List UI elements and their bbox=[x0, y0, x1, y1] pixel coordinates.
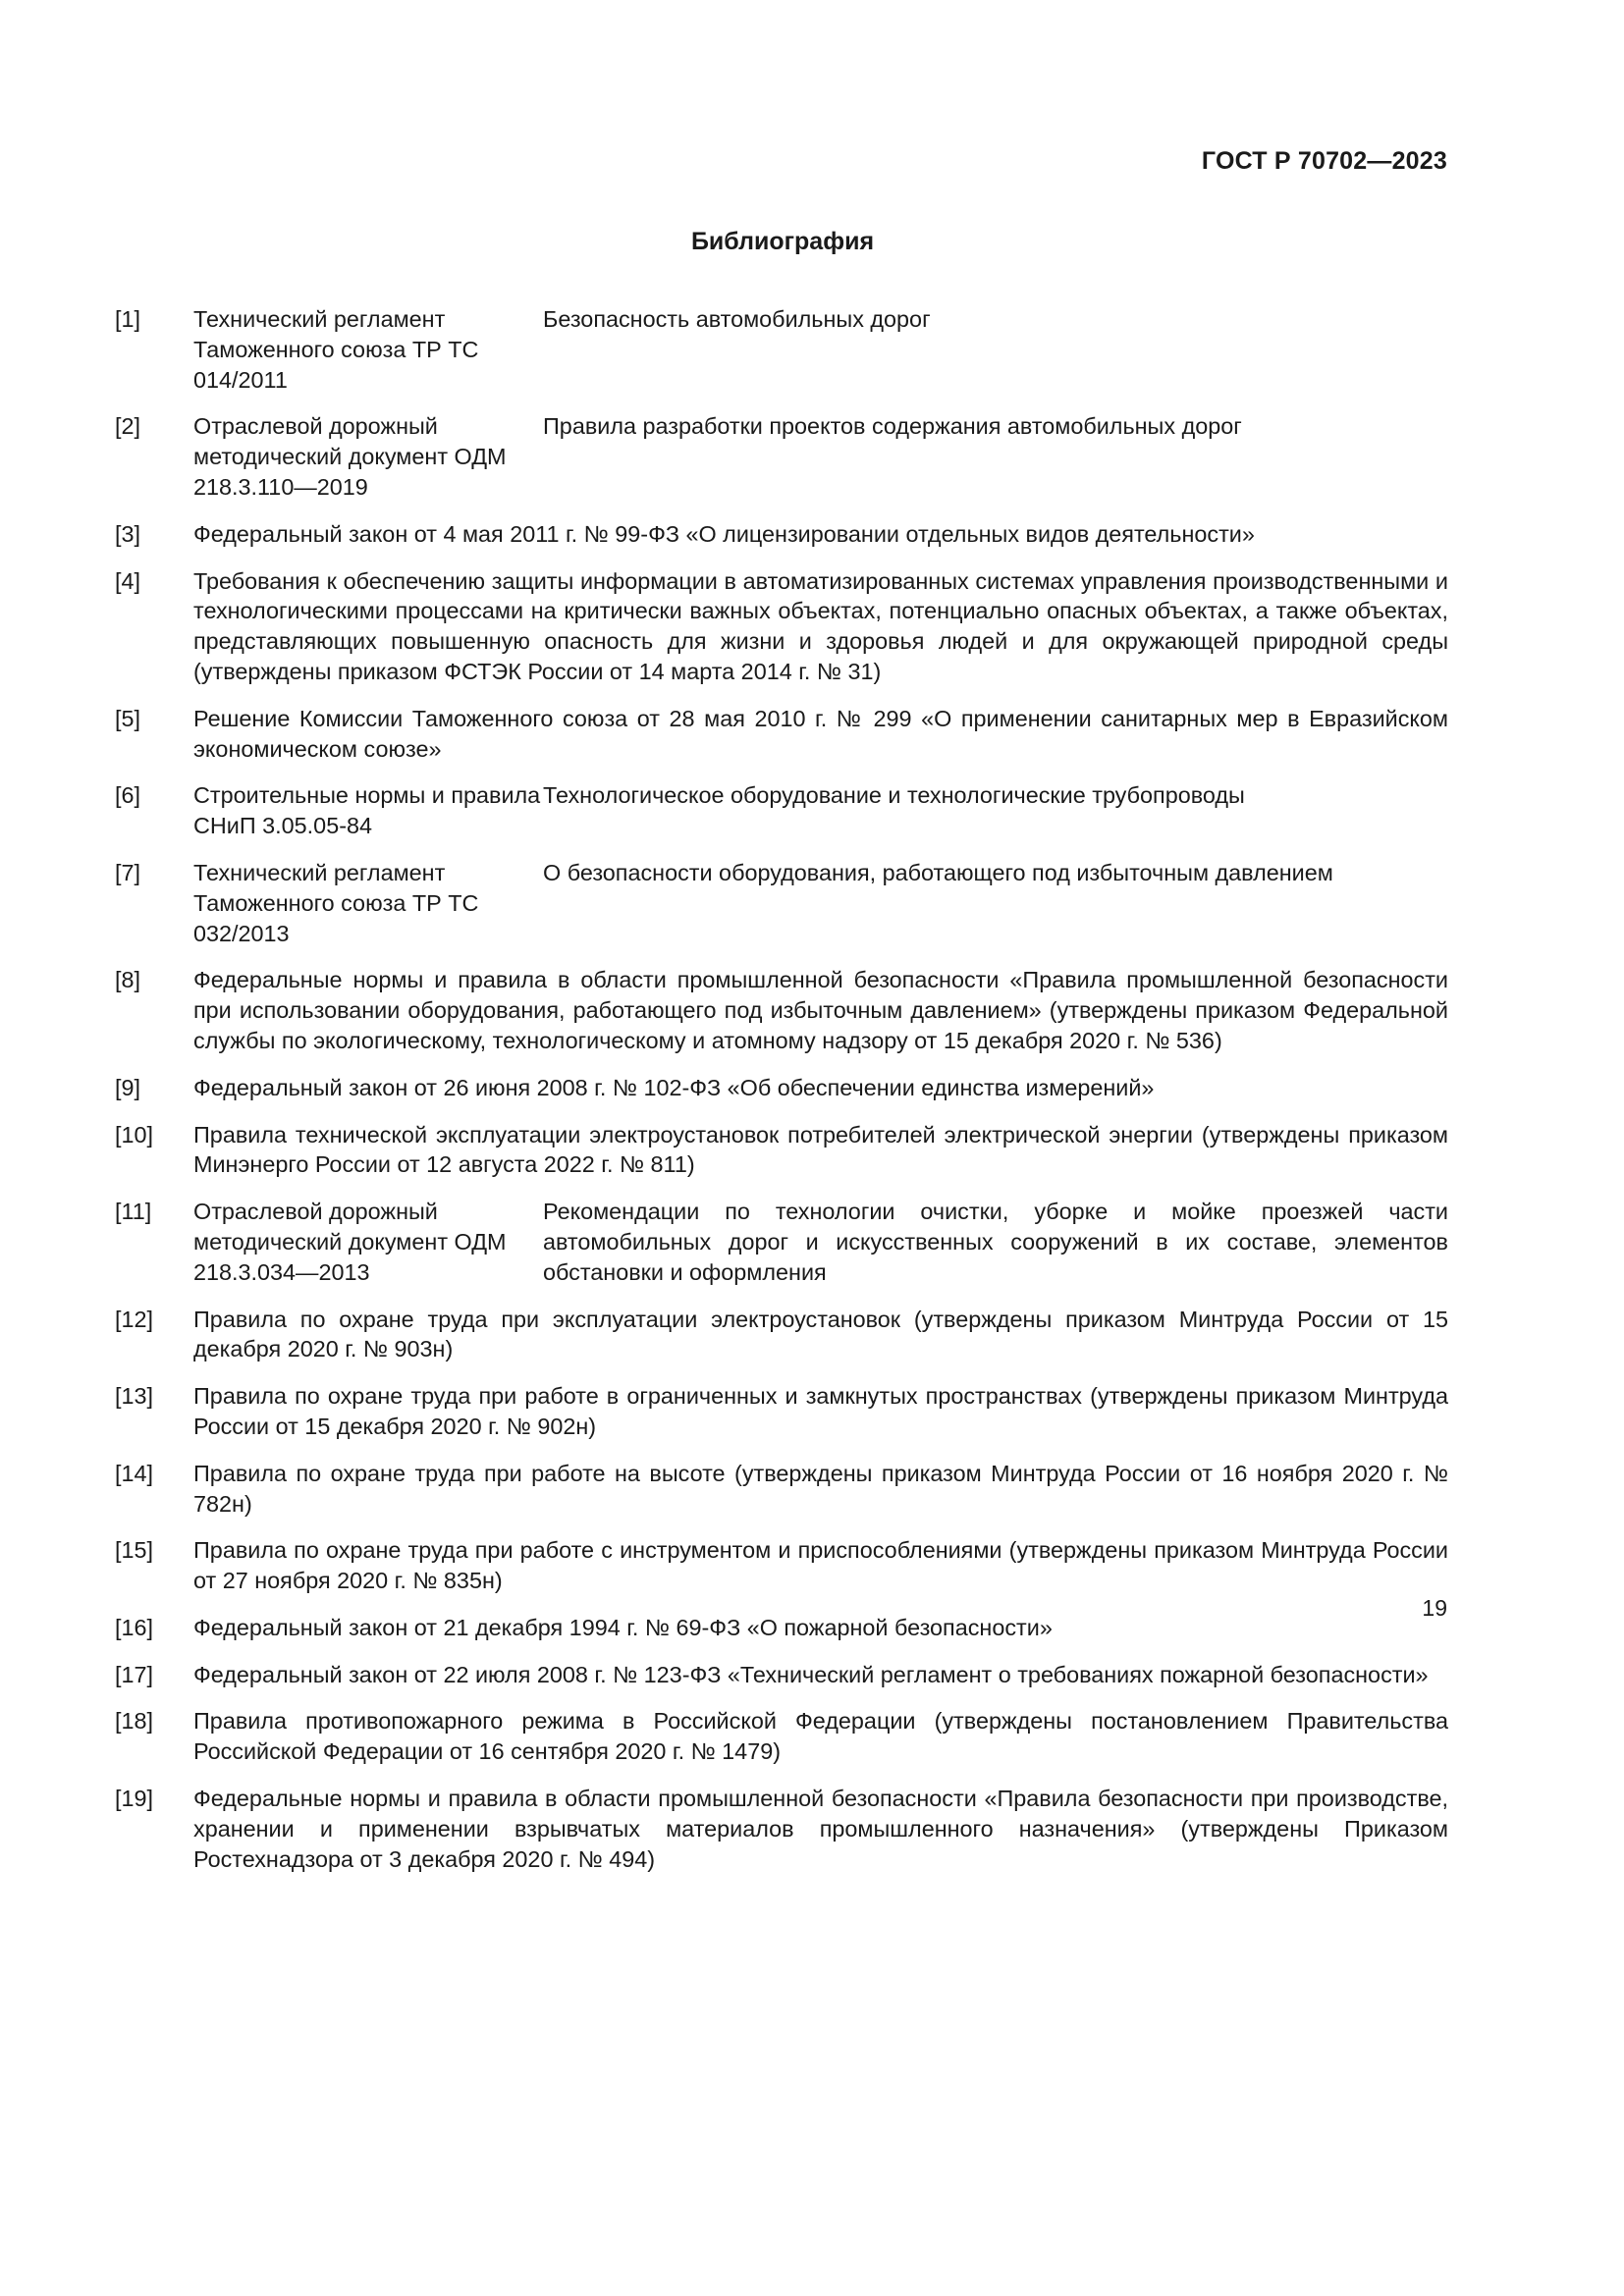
entry-text: Федеральные нормы и правила в области промышленной безопасности «Правила безопасности при производстве, хранении и применении взрывчатых материалов промышленного назначения» (утверждены Приказом Ростехнадзора от 3 декабря 2020 г. № 494) bbox=[193, 1786, 1448, 1872]
entry-number: [16] bbox=[115, 1614, 154, 1640]
entry-number: [17] bbox=[115, 1661, 154, 1687]
entry-text: Федеральный закон от 26 июня 2008 г. № 102-ФЗ «Об обеспечении единства измерений» bbox=[193, 1074, 1155, 1100]
bib-entry bbox=[115, 1706, 1448, 1767]
entry-number: [10] bbox=[115, 1121, 154, 1148]
entry-text: Федеральные нормы и правила в области промышленной безопасности «Правила промышленной безопасности при использовании оборудования, работающего под избыточным давлением» (утверждены приказом Федеральной службы по экологическому, технологическому и атомному надзору от 15 декабря 2020 г. № 536) bbox=[193, 967, 1448, 1053]
entry-text: Федеральный закон от 22 июля 2008 г. № 123-ФЗ «Технический регламент о требованиях пожарной безопасности» bbox=[193, 1661, 1429, 1687]
entry-text: Федеральный закон от 21 декабря 1994 г. № 69-ФЗ «О пожарной безопасности» bbox=[193, 1614, 1053, 1640]
entry-number: [2] bbox=[115, 413, 141, 440]
entry-number: [4] bbox=[115, 567, 141, 594]
entry-text: Правила противопожарного режима в Российской Федерации (утверждены постановлением Правительства Российской Федерации от 16 сентября 2020 г. № 1479) bbox=[193, 1708, 1448, 1765]
bib-entry bbox=[115, 1613, 1448, 1643]
entry-text: Правила технической эксплуатации электроустановок потребителей электрической энергии (утверждены приказом Минэнерго России от 12 августа 2022 г. № 811) bbox=[193, 1121, 1448, 1178]
entry-number: [18] bbox=[115, 1708, 154, 1735]
bib-entry bbox=[115, 411, 1448, 502]
bib-entry bbox=[115, 780, 1448, 841]
bib-entry bbox=[115, 965, 1448, 1055]
bib-entry bbox=[115, 519, 1448, 550]
bib-entry bbox=[115, 1535, 1448, 1596]
entry-text: Федеральный закон от 4 мая 2011 г. № 99-ФЗ «О лицензировании отдельных видов деятельности» bbox=[193, 520, 1255, 547]
entry-title: О безопасности оборудования, работающего под избыточным давлением bbox=[543, 859, 1333, 885]
entry-title: Рекомендации по технологии очистки, уборке и мойке проезжей части автомобильных дорог и искусственных сооружений в их составе, элементов обстановки и оформления bbox=[543, 1199, 1448, 1285]
entry-number: [14] bbox=[115, 1460, 154, 1486]
entry-title: Правила разработки проектов содержания автомобильных дорог bbox=[543, 413, 1242, 440]
bib-entry bbox=[115, 566, 1448, 687]
entry-text: Правила по охране труда при работе на высоте (утверждены приказом Минтруда России от 16 ноября 2020 г. № 782н) bbox=[193, 1460, 1448, 1517]
entry-number: [3] bbox=[115, 520, 141, 547]
entry-text: Решение Комиссии Таможенного союза от 28 мая 2010 г. № 299 «О применении санитарных мер в Евразийском экономическом союзе» bbox=[193, 705, 1448, 762]
bib-entry bbox=[115, 1120, 1448, 1181]
entry-title: Безопасность автомобильных дорог bbox=[543, 306, 931, 332]
bib-entry bbox=[115, 858, 1448, 948]
bib-entry bbox=[115, 304, 1448, 395]
entry-number: [5] bbox=[115, 705, 141, 731]
entry-number: [12] bbox=[115, 1306, 154, 1332]
entry-document: Отраслевой дорожный методический документ ОДМ 218.3.110—2019 bbox=[193, 413, 507, 500]
entry-number: [13] bbox=[115, 1383, 154, 1410]
entry-number: [1] bbox=[115, 306, 141, 332]
entry-number: [6] bbox=[115, 782, 141, 809]
entry-document: Технический регламент Таможенного союза ТР ТС 032/2013 bbox=[193, 859, 479, 946]
section-title: Библиография bbox=[690, 228, 875, 255]
entry-text: Правила по охране труда при эксплуатации электроустановок (утверждены приказом Минтруда России от 15 декабря 2020 г. № 903н) bbox=[193, 1306, 1448, 1362]
bib-entry bbox=[115, 1197, 1448, 1287]
entry-text: Требования к обеспечению защиты информации в автоматизированных системах управления производственными и технологическими процессами на критически важных объектах, потенциально опасных объектах, а также объектах, представляющих повышенную опасность для жизни и здоровья людей и для окружающей природной среды (утверждены приказом ФСТЭК России от 14 марта 2014 г. № 31) bbox=[193, 567, 1448, 684]
page-number: 19 bbox=[1422, 1595, 1447, 1621]
entry-number: [8] bbox=[115, 967, 141, 993]
bib-entry bbox=[115, 1305, 1448, 1365]
entry-title: Технологическое оборудование и технологические трубопроводы bbox=[543, 782, 1245, 809]
bib-entry bbox=[115, 1073, 1448, 1103]
entry-document: Строительные нормы и правила СНиП 3.05.05-84 bbox=[193, 782, 541, 839]
entry-document: Технический регламент Таможенного союза ТР ТС 014/2011 bbox=[193, 306, 479, 393]
entry-number: [19] bbox=[115, 1786, 154, 1812]
bib-entry bbox=[115, 1660, 1448, 1690]
bib-entry bbox=[115, 1381, 1448, 1442]
bib-entry bbox=[115, 704, 1448, 765]
entry-number: [11] bbox=[115, 1199, 152, 1225]
entry-number: [9] bbox=[115, 1074, 141, 1100]
entry-text: Правила по охране труда при работе с инструментом и приспособлениями (утверждены приказом Минтруда России от 27 ноября 2020 г. № 835н) bbox=[193, 1537, 1448, 1594]
entry-text: Правила по охране труда при работе в ограниченных и замкнутых пространствах (утверждены приказом Минтруда России от 15 декабря 2020 г. № 902н) bbox=[193, 1383, 1448, 1439]
bib-entry bbox=[115, 1459, 1448, 1520]
bib-entry bbox=[115, 1784, 1448, 1874]
entry-document: Отраслевой дорожный методический документ ОДМ 218.3.034—2013 bbox=[193, 1199, 507, 1285]
bibliography-list bbox=[115, 304, 1448, 1891]
entry-number: [15] bbox=[115, 1537, 154, 1564]
entry-number: [7] bbox=[115, 859, 141, 885]
standard-code: ГОСТ Р 70702—2023 bbox=[1201, 147, 1447, 175]
